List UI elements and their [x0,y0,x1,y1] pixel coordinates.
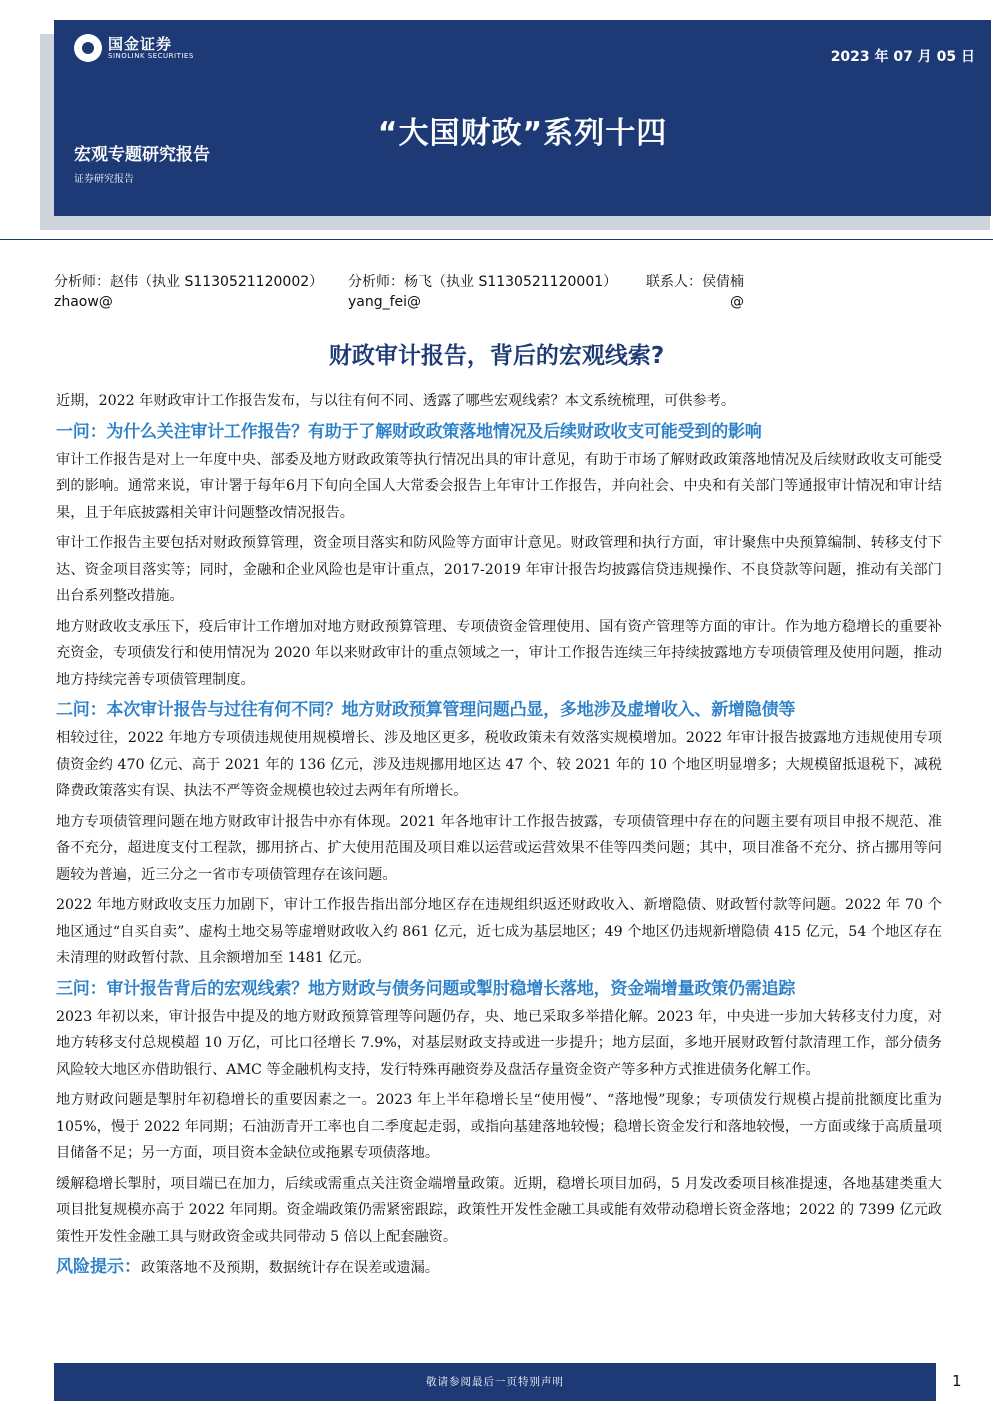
contact-email[interactable]: @ [730,294,744,310]
paragraph: 地方专项债管理问题在地方财政审计报告中亦有体现。2021 年各地审计工作报告披露，专项债管理中存在的问题主要有项目申报不规范、准备不充分，超进度支付工程款，挪用挤占、扩大使用范围及项目难以运营或运营效果不佳等四类问题；其中，项目准备不充分、挤占挪用等问题较为普遍，近三分之一省市专项债管理存在该问题。 [56,813,942,883]
contact-hou [646,272,744,312]
footer-bar [54,1363,936,1401]
series-title: “大国财政”系列十四 [377,116,668,151]
page-number: 1 [952,1372,962,1390]
contact-label: 联系人：侯倩楠 [646,274,744,290]
intro-paragraph: 近期，2022 年财政审计工作报告发布，与以往有何不同、透露了哪些宏观线索？本文系统梳理，可供参考。 [56,393,736,409]
report-title: 财政审计报告，背后的宏观线索? [328,343,665,369]
risk-text: 政策落地不及预期，数据统计存在误差或遗漏。 [141,1260,439,1276]
header-divider [0,239,993,240]
disclaimer-note: 敬请参阅最后一页特别声明 [426,1376,564,1388]
logo-name-en: SINOLINK SECURITIES [108,51,194,60]
analyst-email[interactable]: yang_fei@ [348,294,422,310]
analyst-yang [348,272,617,312]
report-header [54,20,991,216]
report-subtype: 证券研究报告 [74,174,134,185]
paragraph: 审计工作报告是对上一年度中央、部委及地方财政政策等执行情况出具的审计意见，有助于市场了解财政政策落地情况及后续财政收支可能受到的影响。通常来说，审计署于每年6月下旬向全国人大常委会报告上年审计工作报告，并向社会、中央和有关部门等通报审计情况和审计结果，且于年底披露相关审计问题整改情况报告。 [56,451,942,521]
paragraph: 2022 年地方财政收支压力加剧下，审计工作报告指出部分地区存在违规组织返还财政收入、新增隐债、财政暂付款等问题。2022 年 70 个地区通过“自买自卖”、虚构土地交易等虚增财政收入约 861 亿元，近七成为基层地区；49 个地区仍违规新增隐债 415 亿元，54 个地区存在未清理的财政暂付款、且余额增加至 1481 亿元。 [56,897,942,966]
paragraph: 缓解稳增长掣肘，项目端已在加力，后续或需重点关注资金端增量政策。近期，稳增长项目加码，5 月发改委项目核准提速，各地基建类重大项目批复规模亦高于 2022 年同期。资金端政策仍需紧密跟踪，政策性开发性金融工具或能有效带动稳增长资金落地；2022 的 7399 亿元政策性开发性金融工具与财政资金或共同带动 5 倍以上配套融资。 [56,1175,942,1245]
section-heading-1: 一问：为什么关注审计工作报告？有助于了解财政政策落地情况及后续财政收支可能受到的影响 [56,421,762,442]
paragraph: 审计工作报告主要包括对财政预算管理，资金项目落实和防风险等方面审计意见。财政管理和执行方面，审计聚焦中央预算编制、转移支付下达、资金项目落实等；同时，金融和企业风险也是审计重点，2017-2019 年审计报告均披露信贷违规操作、不良贷款等问题，推动有关部门出台系列整改措施。 [56,535,942,604]
company-logo [74,34,194,62]
risk-warning [56,1254,942,1282]
risk-label: 风险提示： [56,1257,141,1277]
section-heading-3: 三问：审计报告背后的宏观线索？地方财政与债务问题或掣肘稳增长落地，资金端增量政策仍需追踪 [56,978,796,999]
report-body [56,388,942,1286]
report-date: 2023 年 07 月 05 日 [830,49,975,65]
analyst-email[interactable]: zhaow@ [54,294,113,310]
logo-mark-icon [74,34,102,62]
paragraph: 相较过往，2022 年地方专项债违规使用规模增长、涉及地区更多，税收政策未有效落实规模增加。2022 年审计报告披露地方违规使用专项债资金约 470 亿元、高于 2021 年的 136 亿元，涉及违规挪用地区达 47 个、较 2021 年的 10 个地区明显增多；大规模留抵退税下，减税降费政策落实有误、执法不严等资金规模也较过去两年有所增长。 [56,730,942,799]
logo-name-cn: 国金证券 [108,34,173,53]
analyst-zhao [54,272,323,312]
paragraph: 地方财政问题是掣肘年初稳增长的重要因素之一。2023 年上半年稳增长呈“使用慢”、“落地慢”现象；专项债发行规模占提前批额度比重为 105%，慢于 2022 年同期；石油沥青开工率也自二季度起走弱，或指向基建落地较慢；稳增长资金发行和落地较慢，一方面或缘于高质量项目储备不足；另一方面，项目资本金缺位或拖累专项债落地。 [56,1092,942,1161]
paragraph: 地方财政收支承压下，疫后审计工作增加对地方财政预算管理、专项债资金管理使用、国有资产管理等方面的审计。作为地方稳增长的重要补充资金，专项债发行和使用情况为 2020 年以来财政审计的重点领域之一，审计工作报告连续三年持续披露地方专项债管理及使用问题，推动地方持续完善专项债管理制度。 [56,618,942,688]
report-type: 宏观专题研究报告 [74,145,210,165]
section-heading-2: 二问：本次审计报告与过往有何不同？地方财政预算管理问题凸显，多地涉及虚增收入、新增隐债等 [56,700,796,720]
paragraph: 2023 年初以来，审计报告中提及的地方财政预算管理等问题仍存，央、地已采取多举措化解。2023 年，中央进一步加大转移支付力度，对地方转移支付总规模超 10 万亿，可比口径增长 7.9%，对基层财政支持或进一步提升；地方层面，多地开展财政暂付款清理工作，部分债务风险较大地区亦借助银行、AMC 等金融机构支持，发行特殊再融资券及盘活存量资金资产等多种方式推进债务化解工作。 [56,1008,942,1078]
analyst-label: 分析师：赵伟（执业 S1130521120002） [54,274,324,290]
analyst-label: 分析师：杨飞（执业 S1130521120001） [348,274,618,290]
